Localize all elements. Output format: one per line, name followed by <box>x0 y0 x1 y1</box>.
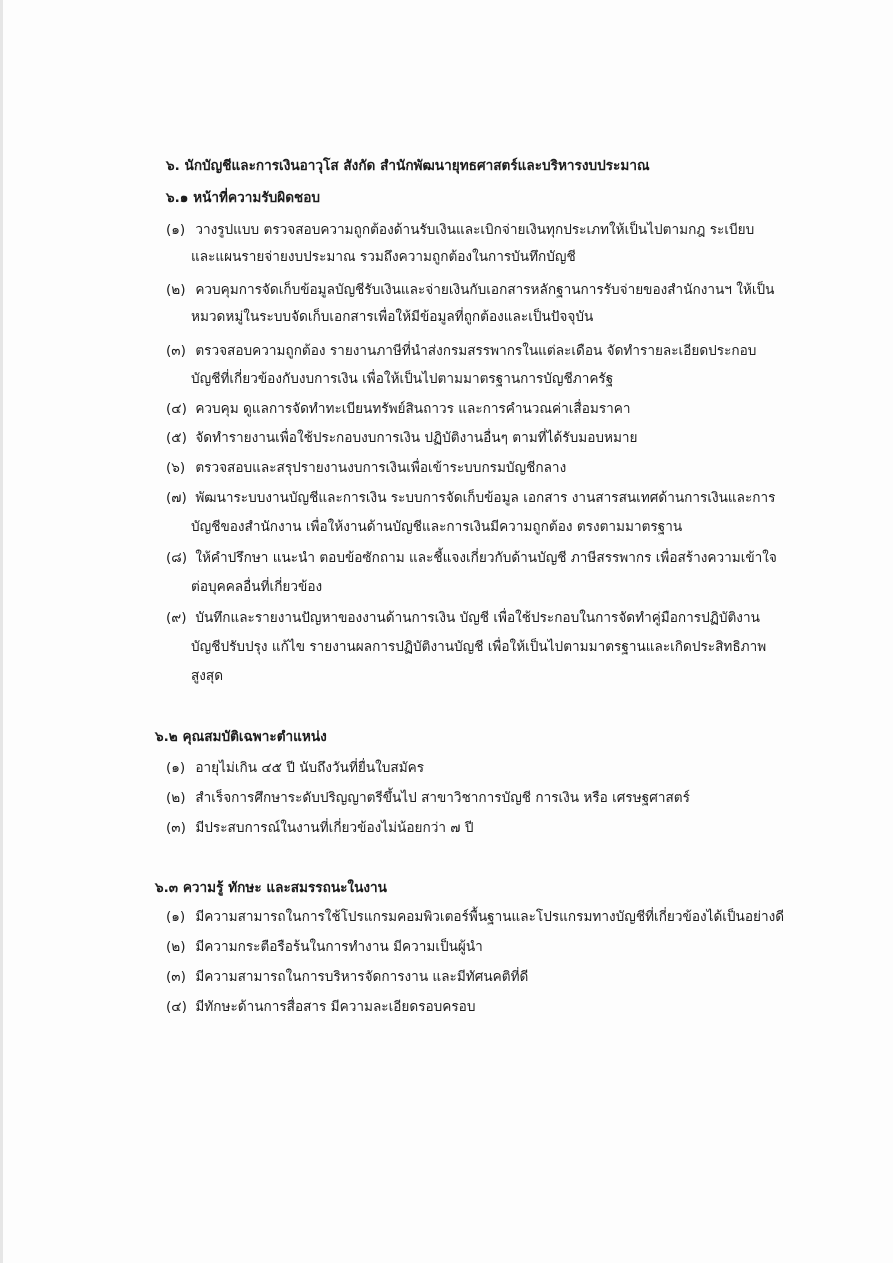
list-item-text: ตรวจสอบและสรุปรายงานงบการเงินเพื่อเข้าระบบกรมบัญชีกลาง <box>195 460 567 476</box>
list-item-continuation: บัญชีของสำนักงาน เพื่อให้งานด้านบัญชีและการเงินมีความถูกต้อง ตรงตามมาตรฐาน <box>191 519 683 535</box>
list-item-number: (๘) <box>166 550 188 566</box>
list-item-text: วางรูปแบบ ตรวจสอบความถูกต้องด้านรับเงินและเบิกจ่ายเงินทุกประเภทให้เป็นไปตามกฎ ระเบียบ <box>195 222 755 238</box>
list-item-number: (๑) <box>166 760 186 776</box>
list-item-text: ตรวจสอบความถูกต้อง รายงานภาษีที่นำส่งกรมสรรพากรในแต่ละเดือน จัดทำรายละเอียดประกอบ <box>195 343 757 359</box>
list-item-text: อายุไม่เกิน ๔๕ ปี นับถึงวันที่ยื่นใบสมัคร <box>195 760 425 776</box>
list-item <box>166 758 424 778</box>
list-item-number: (๓) <box>166 969 186 985</box>
list-item-number: (๑) <box>166 909 186 925</box>
list-item-continuation: หมวดหมู่ในระบบจัดเก็บเอกสารเพื่อให้มีข้อมูลที่ถูกต้องและเป็นปัจจุบัน <box>191 309 594 325</box>
list-item-number: (๙) <box>166 610 187 626</box>
list-item <box>166 341 756 361</box>
list-item-number: (๓) <box>166 343 186 359</box>
list-item-text: จัดทำรายงานเพื่อใช้ประกอบงบการเงิน ปฏิบัติงานอื่นๆ ตามที่ได้รับมอบหมาย <box>195 430 638 446</box>
list-item-text: ควบคุมการจัดเก็บข้อมูลบัญชีรับเงินและจ่ายเงินกับเอกสารหลักฐานการรับจ่ายของสำนักงานฯ ให้เป็น <box>195 282 775 298</box>
list-item <box>166 548 777 568</box>
list-item-continuation: บัญชีปรับปรุง แก้ไข รายงานผลการปฏิบัติงานบัญชี เพื่อให้เป็นไปตามมาตรฐานและเกิดประสิทธิภาพ <box>191 639 767 655</box>
list-item-number: (๓) <box>166 820 186 836</box>
list-item-text: มีความสามารถในการบริหารจัดการงาน และมีทัศนคติที่ดี <box>195 969 529 985</box>
list-item-continuation: และแผนรายจ่ายงบประมาณ รวมถึงความถูกต้องในการบันทึกบัญชี <box>191 249 576 265</box>
list-item-number: (๒) <box>166 282 186 298</box>
list-item-text: สำเร็จการศึกษาระดับปริญญาตรีขึ้นไป สาขาวิชาการบัญชี การเงิน หรือ เศรษฐศาสตร์ <box>195 790 690 806</box>
list-item <box>166 937 483 957</box>
list-item <box>166 818 473 838</box>
list-item <box>166 280 774 300</box>
responsibilities-heading: ๖.๑ หน้าที่ความรับผิดชอบ <box>166 190 321 206</box>
list-item-number: (๕) <box>166 430 187 446</box>
list-item-text: บันทึกและรายงานปัญหาของงานด้านการเงิน บัญชี เพื่อใช้ประกอบในการจัดทำคู่มือการปฏิบัติงาน <box>195 610 760 626</box>
list-item-continuation: บัญชีที่เกี่ยวข้องกับงบการเงิน เพื่อให้เป็นไปตามมาตรฐานการบัญชีภาครัฐ <box>191 371 614 387</box>
list-item-text: มีความสามารถในการใช้โปรแกรมคอมพิวเตอร์พื้นฐานและโปรแกรมทางบัญชีที่เกี่ยวข้องได้เป็นอย่างดี <box>195 909 785 925</box>
list-item-text: ให้คำปรึกษา แนะนำ ตอบข้อซักถาม และชี้แจงเกี่ยวกับด้านบัญชี ภาษีสรรพากร เพื่อสร้างความเข้าใจ <box>195 550 777 566</box>
list-item <box>166 220 754 240</box>
list-item <box>166 788 690 808</box>
list-item-continuation: ต่อบุคคลอื่นที่เกี่ยวข้อง <box>191 579 323 595</box>
list-item-number: (๗) <box>166 490 187 506</box>
list-item-number: (๒) <box>166 790 186 806</box>
section-title: ๖. นักบัญชีและการเงินอาวุโส สังกัด สำนักพัฒนายุทธศาสตร์และบริหารงบประมาณ <box>166 158 650 174</box>
list-item <box>166 488 775 508</box>
list-item-number: (๒) <box>166 939 186 955</box>
list-item <box>166 608 760 628</box>
list-item <box>166 967 528 987</box>
list-item <box>166 458 566 478</box>
list-item <box>166 997 475 1017</box>
qualifications-heading: ๖.๒ คุณสมบัติเฉพาะตำแหน่ง <box>155 729 327 745</box>
list-item <box>166 399 631 419</box>
list-item-text: มีความกระตือรือร้นในการทำงาน มีความเป็นผู้นำ <box>195 939 483 955</box>
competencies-heading: ๖.๓ ความรู้ ทักษะ และสมรรถนะในงาน <box>155 880 387 896</box>
list-item-number: (๑) <box>166 222 186 238</box>
list-item-continuation: สูงสุด <box>191 668 224 684</box>
list-item <box>166 428 638 448</box>
list-item-number: (๖) <box>166 460 186 476</box>
list-item-text: มีประสบการณ์ในงานที่เกี่ยวข้องไม่น้อยกว่า ๗ ปี <box>195 820 474 836</box>
list-item-number: (๔) <box>166 401 187 417</box>
list-item-number: (๔) <box>166 999 187 1015</box>
list-item <box>166 907 784 927</box>
list-item-text: ควบคุม ดูแลการจัดทำทะเบียนทรัพย์สินถาวร และการคำนวณค่าเสื่อมราคา <box>195 401 631 417</box>
list-item-text: มีทักษะด้านการสื่อสาร มีความละเอียดรอบครอบ <box>195 999 476 1015</box>
list-item-text: พัฒนาระบบงานบัญชีและการเงิน ระบบการจัดเก็บข้อมูล เอกสาร งานสารสนเทศด้านการเงินและการ <box>195 490 776 506</box>
